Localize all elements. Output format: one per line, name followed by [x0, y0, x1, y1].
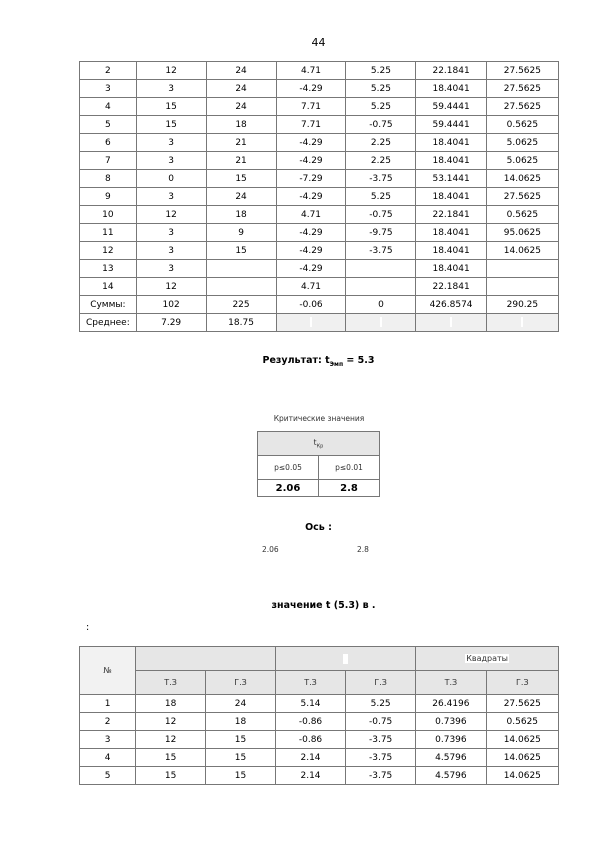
- data-table-bottom-head: [80, 647, 559, 695]
- table-cell: 7.71: [276, 116, 346, 134]
- critical-v1: 2.06: [258, 480, 319, 497]
- table-cell: 5.25: [346, 62, 416, 80]
- table-cell: 12: [136, 62, 206, 80]
- table-cell: 0: [346, 296, 416, 314]
- group-header-2: [275, 647, 415, 671]
- data-table-top: [79, 61, 559, 332]
- table-cell: 10: [80, 206, 137, 224]
- table-cell: 27.5625: [486, 98, 558, 116]
- table-row: [80, 278, 559, 296]
- table-cell: 26.4196: [416, 695, 486, 713]
- table-cell: 4.71: [276, 206, 346, 224]
- table-cell: 14.0625: [486, 170, 558, 188]
- table-cell: 7.71: [276, 98, 346, 116]
- table-cell: 5.25: [346, 98, 416, 116]
- table-cell: 4.5796: [416, 749, 486, 767]
- table-cell: 22.1841: [416, 278, 486, 296]
- table-row: [80, 260, 559, 278]
- table-cell: 290.25: [486, 296, 558, 314]
- table-cell: 7: [80, 152, 137, 170]
- table-cell: -4.29: [276, 188, 346, 206]
- critical-p1: p≤0.05: [258, 456, 319, 480]
- table-cell: 15: [206, 242, 276, 260]
- table-cell: 24: [206, 188, 276, 206]
- group-header-2-mark: [343, 654, 348, 664]
- table-cell: 21: [206, 152, 276, 170]
- table-cell: 0.7396: [416, 713, 486, 731]
- table-cell: 15: [136, 767, 206, 785]
- result-prefix: Результат: t: [262, 355, 330, 366]
- table-row: [80, 170, 559, 188]
- table-cell: 18.4041: [416, 224, 486, 242]
- table-cell: -3.75: [346, 731, 416, 749]
- table-cell: 18.4041: [416, 242, 486, 260]
- table-cell: 18: [206, 116, 276, 134]
- table-cell: 5.25: [346, 80, 416, 98]
- table-cell: 7.29: [136, 314, 206, 332]
- table-cell: [416, 314, 486, 332]
- table-cell: -0.86: [275, 713, 345, 731]
- result-suffix: = 5.3: [343, 355, 375, 366]
- table-cell: -3.75: [346, 767, 416, 785]
- table-cell: 2.25: [346, 134, 416, 152]
- table-cell: [206, 278, 276, 296]
- table-row: [80, 695, 559, 713]
- table-cell: 18.4041: [416, 134, 486, 152]
- table-row: [80, 188, 559, 206]
- table-cell: -7.29: [276, 170, 346, 188]
- table-cell: -0.86: [275, 731, 345, 749]
- critical-values-caption: Критические значения: [273, 414, 365, 423]
- table-cell: 426.8574: [416, 296, 486, 314]
- table-cell: 59.4441: [416, 116, 486, 134]
- table-cell: 0.5625: [486, 206, 558, 224]
- table-row: [80, 731, 559, 749]
- table-cell: 4.71: [276, 278, 346, 296]
- table-cell: 0: [136, 170, 206, 188]
- table-cell: 5: [80, 767, 136, 785]
- table-row: [80, 134, 559, 152]
- table-cell: [276, 314, 346, 332]
- critical-header-cell: [258, 432, 380, 456]
- table-cell: 12: [136, 206, 206, 224]
- table-cell: 11: [80, 224, 137, 242]
- table-cell: 5.0625: [486, 134, 558, 152]
- table-cell: -0.75: [346, 116, 416, 134]
- table-cell: -0.75: [346, 713, 416, 731]
- table-cell: 6: [80, 134, 137, 152]
- blank-mark: [450, 317, 452, 327]
- axis-title: Ось :: [305, 522, 332, 533]
- table-cell: 15: [206, 749, 276, 767]
- table-cell: 22.1841: [416, 206, 486, 224]
- table-cell: 225: [206, 296, 276, 314]
- table-row: [80, 713, 559, 731]
- table-cell: -0.06: [276, 296, 346, 314]
- table-cell: 95.0625: [486, 224, 558, 242]
- table-cell: [486, 278, 558, 296]
- blank-mark: [310, 317, 312, 327]
- table-cell: 15: [206, 731, 276, 749]
- table-row: [80, 242, 559, 260]
- table-cell: 27.5625: [486, 62, 558, 80]
- table-cell: 18.4041: [416, 188, 486, 206]
- table-cell: 15: [136, 749, 206, 767]
- table-cell: 3: [136, 188, 206, 206]
- table-row: [80, 314, 559, 332]
- result-subscript: Эмп: [329, 360, 344, 368]
- table-cell: 22.1841: [416, 62, 486, 80]
- table-cell: 15: [136, 116, 206, 134]
- table-cell: -4.29: [276, 134, 346, 152]
- table-cell: -9.75: [346, 224, 416, 242]
- axis-value-1: 2.06: [262, 545, 279, 554]
- table-cell: 3: [136, 260, 206, 278]
- table-cell: 14: [80, 278, 137, 296]
- table-row: [80, 62, 559, 80]
- sub-header: Т.З: [136, 671, 206, 695]
- table-cell: 2: [80, 62, 137, 80]
- table-cell: -4.29: [276, 260, 346, 278]
- data-table-top-body: [80, 62, 559, 332]
- critical-header-sub: Кр: [316, 443, 324, 450]
- table-cell: 21: [206, 134, 276, 152]
- table-cell: 12: [136, 713, 206, 731]
- axis-value-2: 2.8: [357, 545, 369, 554]
- num-header: №: [80, 647, 136, 695]
- table-cell: 3: [80, 80, 137, 98]
- table-cell: [486, 260, 558, 278]
- table-cell: 24: [206, 98, 276, 116]
- table-cell: 0.5625: [486, 116, 558, 134]
- table-cell: 53.1441: [416, 170, 486, 188]
- table-cell: [206, 260, 276, 278]
- table-cell: 3: [136, 224, 206, 242]
- table-cell: 18: [136, 695, 206, 713]
- data-table-bottom: [79, 646, 559, 785]
- table-cell: 5.25: [346, 188, 416, 206]
- table-cell: 13: [80, 260, 137, 278]
- critical-values-table: [257, 431, 380, 497]
- table-cell: -4.29: [276, 80, 346, 98]
- colon-mark: :: [86, 622, 90, 633]
- table-cell: 14.0625: [486, 731, 558, 749]
- table-cell: 15: [206, 767, 276, 785]
- table-row: [80, 224, 559, 242]
- conclusion-text: значение t (5.3) в .: [271, 600, 376, 611]
- table-cell: 18: [206, 713, 276, 731]
- table-cell: 24: [206, 695, 276, 713]
- table-cell: 8: [80, 170, 137, 188]
- table-cell: [346, 314, 416, 332]
- table-row: [80, 116, 559, 134]
- critical-v2: 2.8: [319, 480, 380, 497]
- table-cell: 3: [136, 134, 206, 152]
- table-cell: Среднее:: [80, 314, 137, 332]
- data-table-bottom-body: [80, 695, 559, 785]
- table-cell: 18.4041: [416, 152, 486, 170]
- table-cell: [486, 314, 558, 332]
- table-cell: 5: [80, 116, 137, 134]
- table-cell: -3.75: [346, 242, 416, 260]
- sub-header: Г.З: [206, 671, 276, 695]
- result-line: [0, 355, 595, 368]
- blank-mark: [380, 317, 382, 327]
- table-row: [80, 749, 559, 767]
- table-cell: 3: [136, 242, 206, 260]
- sub-header: Т.З: [275, 671, 345, 695]
- table-cell: 2: [80, 713, 136, 731]
- table-cell: 5.25: [346, 695, 416, 713]
- table-cell: 14.0625: [486, 242, 558, 260]
- table-cell: 15: [136, 98, 206, 116]
- table-cell: 0.5625: [486, 713, 558, 731]
- table-cell: 3: [80, 731, 136, 749]
- table-cell: [346, 278, 416, 296]
- sub-header: Т.З: [416, 671, 486, 695]
- table-cell: 24: [206, 80, 276, 98]
- table-cell: 5.0625: [486, 152, 558, 170]
- table-cell: 0.7396: [416, 731, 486, 749]
- table-row: [80, 152, 559, 170]
- page-number: 44: [311, 36, 326, 49]
- table-row: [80, 296, 559, 314]
- table-cell: 15: [206, 170, 276, 188]
- table-cell: Суммы:: [80, 296, 137, 314]
- group-header-3-label: Квадраты: [466, 654, 508, 663]
- table-cell: 18.4041: [416, 80, 486, 98]
- table-cell: 4.5796: [416, 767, 486, 785]
- table-cell: 12: [136, 731, 206, 749]
- critical-p2: p≤0.01: [319, 456, 380, 480]
- table-cell: 9: [80, 188, 137, 206]
- table-cell: 9: [206, 224, 276, 242]
- sub-header: Г.З: [486, 671, 558, 695]
- table-cell: 102: [136, 296, 206, 314]
- table-cell: -4.29: [276, 242, 346, 260]
- table-cell: [346, 260, 416, 278]
- table-row: [80, 767, 559, 785]
- table-cell: 18: [206, 206, 276, 224]
- table-cell: 1: [80, 695, 136, 713]
- table-cell: 2.14: [275, 767, 345, 785]
- table-cell: 2.25: [346, 152, 416, 170]
- table-cell: 24: [206, 62, 276, 80]
- table-cell: 27.5625: [486, 80, 558, 98]
- table-cell: -3.75: [346, 749, 416, 767]
- table-cell: 18.75: [206, 314, 276, 332]
- table-cell: -3.75: [346, 170, 416, 188]
- table-cell: 5.14: [275, 695, 345, 713]
- table-cell: 3: [136, 152, 206, 170]
- blank-mark: [521, 317, 523, 327]
- table-cell: 12: [136, 278, 206, 296]
- table-cell: -4.29: [276, 224, 346, 242]
- table-cell: 4: [80, 749, 136, 767]
- table-cell: 27.5625: [486, 188, 558, 206]
- table-cell: 18.4041: [416, 260, 486, 278]
- table-cell: 27.5625: [486, 695, 558, 713]
- table-cell: -4.29: [276, 152, 346, 170]
- table-cell: 12: [80, 242, 137, 260]
- table-cell: 4: [80, 98, 137, 116]
- group-header-1: [136, 647, 276, 671]
- group-header-3: [416, 647, 559, 671]
- table-cell: 3: [136, 80, 206, 98]
- table-cell: 14.0625: [486, 767, 558, 785]
- table-cell: 2.14: [275, 749, 345, 767]
- table-cell: -0.75: [346, 206, 416, 224]
- table-row: [80, 80, 559, 98]
- table-cell: 59.4441: [416, 98, 486, 116]
- table-cell: 4.71: [276, 62, 346, 80]
- table-row: [80, 98, 559, 116]
- table-row: [80, 206, 559, 224]
- table-cell: 14.0625: [486, 749, 558, 767]
- sub-header: Г.З: [346, 671, 416, 695]
- critical-header: t: [313, 437, 317, 447]
